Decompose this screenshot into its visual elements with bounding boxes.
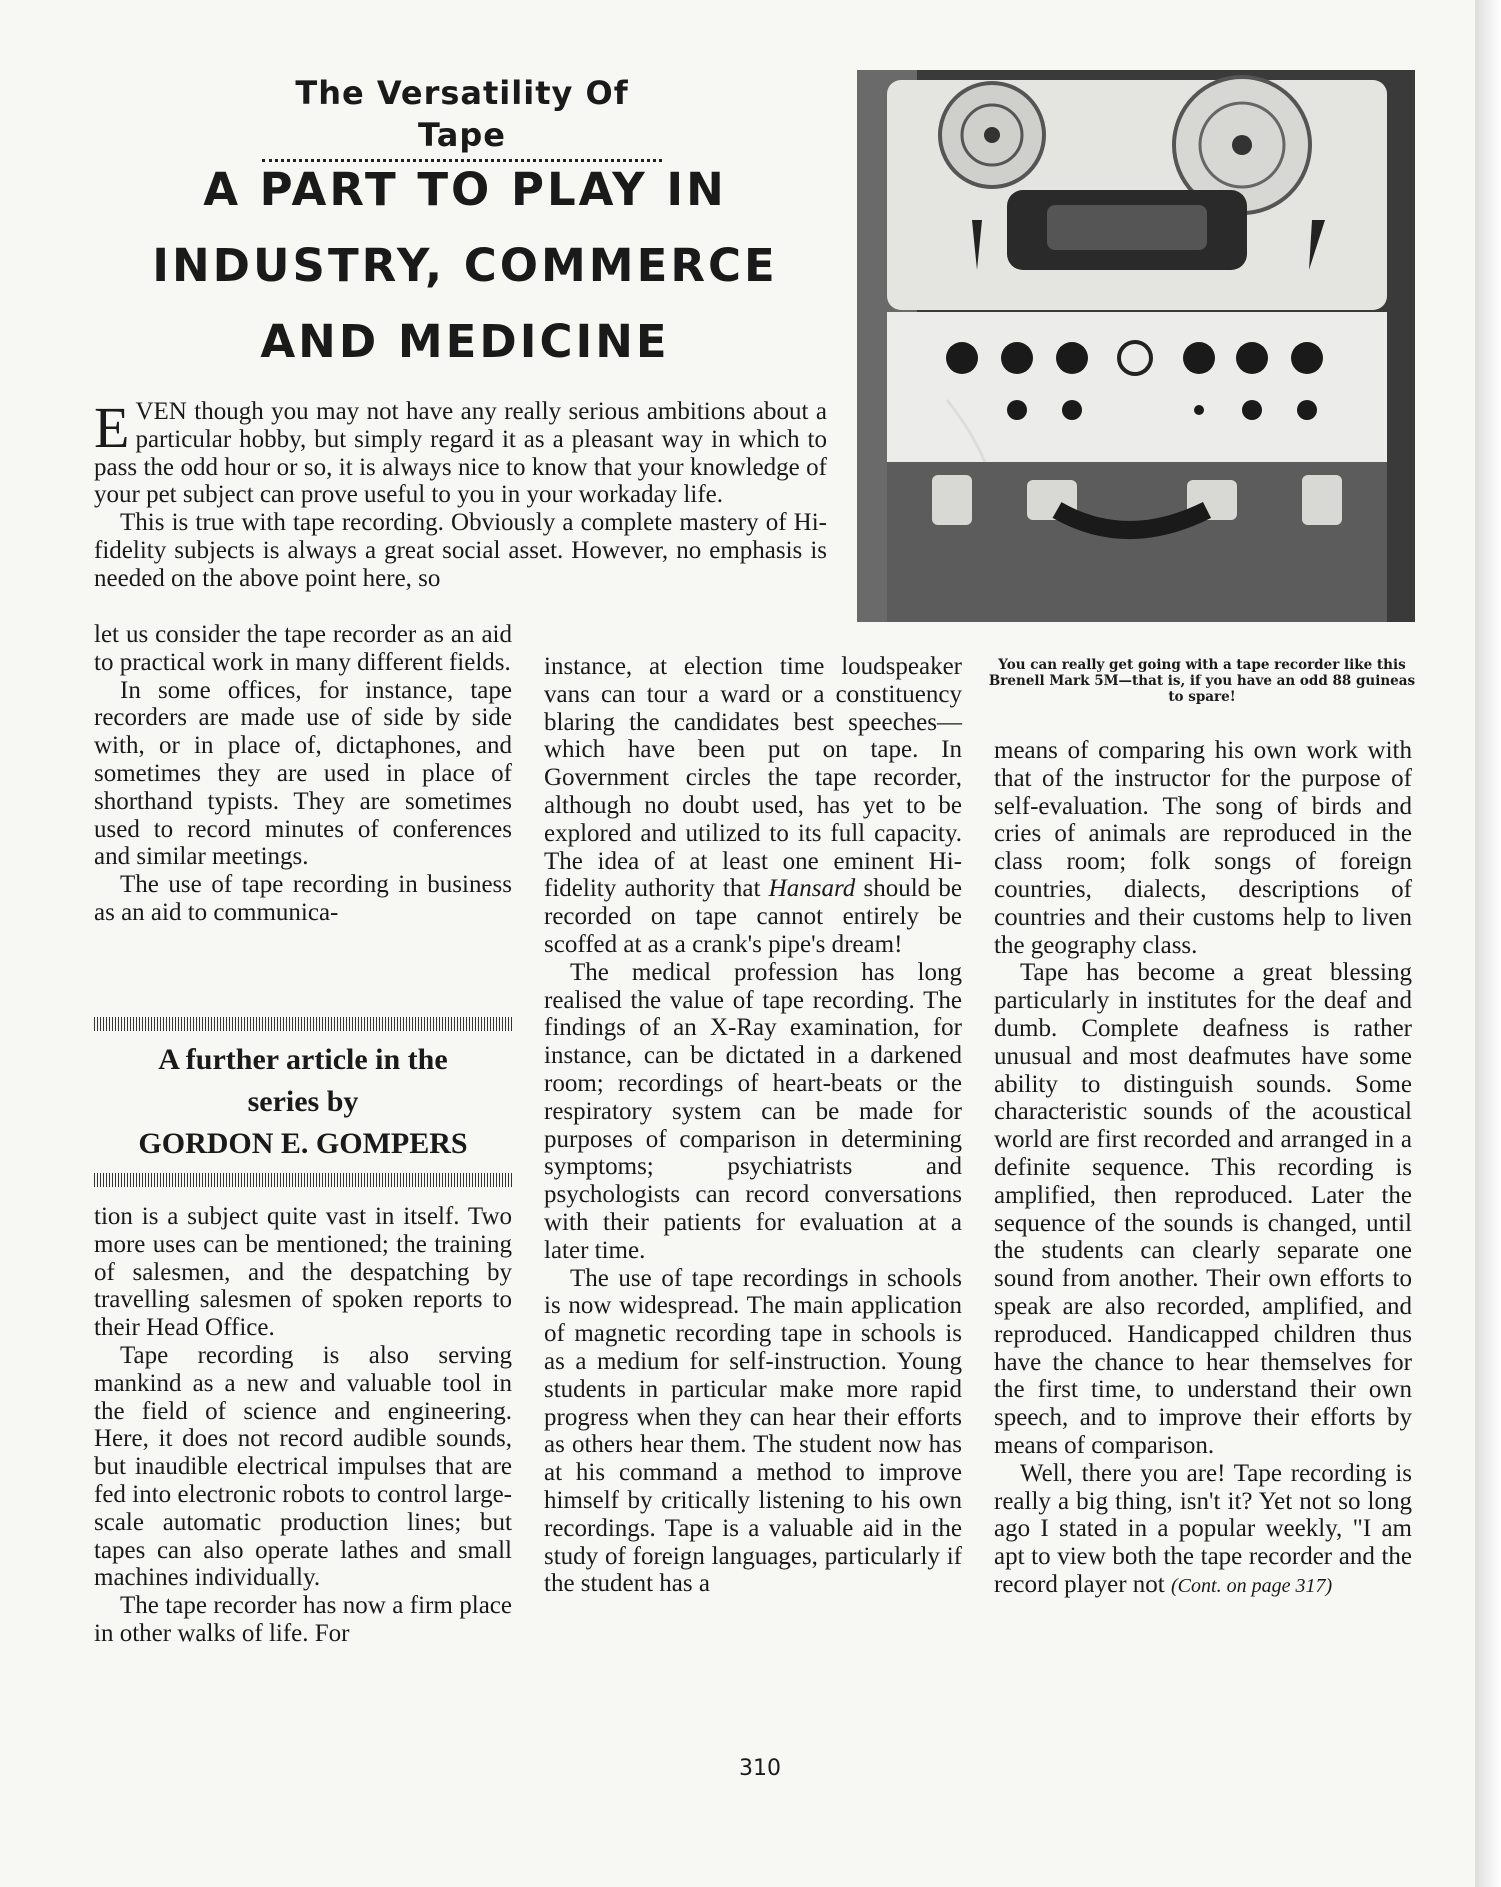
promo-line-2: series by [247,1085,359,1118]
headline-line-3: AND MEDICINE [260,315,670,368]
intro-paragraph-2: This is true with tape recording. Obviously a complete mastery of Hi-fidelity subjects is always a great social asset. However, no emphasis is needed on the above point here, so [94,509,827,592]
deaf-paragraph: Tape has become a great blessing particularly in institutes for the deaf and dumb. Complete deafness is rather unusual and most deafmutes have some ability to distinguish sounds. Some characteristic sounds of the acoustical world are first recorded and arranged in a definite sequence. This recording is amplified, then reproduced. Later the sequence of the sounds is changed, until the students can clearly separate one sound from another. Their own efforts to speak are also recorded, amplified, and reproduced. Handicapped children thus have the chance to hear themselves for the first time, to understand their own speech, and to improve their efforts by means of comparison. [994,959,1412,1459]
closing-paragraph [994,1460,1412,1601]
science-paragraph: Tape recording is also serving mankind as a new and valuable tool in the field of science and engineering. Here, it does not record audible sounds, but inaudible electrical impulses that are fed into electronic robots to control large-scale automatic production lines; but tapes can also operate lathes and small machines individually. [94,1341,512,1592]
headline-line-1: A PART TO PLAY IN [203,163,727,216]
column-2 [544,653,962,1598]
column-1-bottom [94,1203,512,1648]
headline [100,152,830,380]
page-edge [1475,0,1501,1887]
headline-line-2: INDUSTRY, COMMERCE [152,239,778,292]
series-promo-box [94,1017,512,1177]
intro-paragraph-1 [94,395,827,509]
column-3 [994,737,1412,1601]
medical-paragraph: The medical profession has long realised the value of tape recording. The findings of an X-Ray examination, for instance, can be dictated in a darkened room; recordings of heart-beats or the respiratory system can be made for purposes of comparison in determining symptoms; psychiatrists and psychologists can record conversations with their patients for evaluation at a later time. [544,958,962,1264]
promo-line-1: A further article in the [158,1043,448,1076]
series-kicker: The Versatility Of Tape [262,72,662,162]
promo-top-rule [94,1017,512,1031]
offices-paragraph: In some offices, for instance, tape recorders are made use of side by side with, or in place of, dictaphones, and sometimes they are used in place of shorthand typists. They are sometimes used to record minutes of conferences and similar meetings. [94,676,512,871]
hansard-italic: Hansard [768,875,856,903]
intro-paragraphs [94,395,827,593]
closing-text: Well, there you are! Tape recording is really a big thing, isn't it? Yet not so long ago I stated in a popular weekly, "I am apt to view both the tape recorder and the record player not [994,1459,1412,1598]
continued-note: (Cont. on page 317) [1171,1574,1333,1597]
schools-paragraph-continued: means of comparing his own work with that of the instructor for the purpose of self-evaluation. The song of birds and cries of animals are reproduced in the class room; folk songs of foreign countries, dialects, descriptions of countries and their customs help to liven the geography class. [994,737,1412,959]
promo-text [94,1039,512,1165]
business-paragraph-continued: tion is a subject quite vast in itself. Two more uses can be mentioned; the training of salesmen, and the despatching by travelling salesmen of spoken reports to their Head Office. [94,1203,512,1342]
photo-caption: You can really get going with a tape recorder like this Brenell Mark 5M—that is, if you have an odd 88 guineas to spare! [988,657,1416,705]
schools-paragraph: The use of tape recordings in schools is now widespread. The main application of magnetic recording tape in schools is as a medium for self-instruction. Young students in particular make more rapid progress when they can hear their efforts as others hear them. The student now has at his command a method to improve himself by critically listening to his own recordings. Tape is a valuable aid in the study of foreign languages, particularly if the student has a [544,1264,962,1598]
promo-author: GORDON E. GOMPERS [138,1127,468,1160]
tape-recorder-photo [857,70,1415,622]
intro-paragraph-2-continued: let us consider the tape recorder as an aid to practical work in many different fields. [94,621,512,676]
election-paragraph-continued [544,653,962,959]
page-number: 310 [739,1756,781,1781]
column-1-top [94,621,512,927]
promo-bottom-rule [94,1173,512,1187]
election-text-1: instance, at election time loudspeaker vans can tour a ward or a constituency blaring the candidates best speeches—which have been put on tape. In Government circles the tape recorder, although no doubt used, has yet to be explored and utilized to its full capacity. The idea of at least one eminent Hi-fidelity authority that [544,653,962,903]
tape-recorder-illustration [857,70,1415,622]
business-paragraph: The use of tape recording in business as an aid to communica- [94,871,512,926]
election-text-2: should be recorded on tape cannot entirely be scoffed at as a crank's pipe's dream! [544,875,962,958]
intro-paragraph-1-text: VEN though you may not have any really serious ambitions about a particular hobby, but simply regard it as a pleasant way in which to pass the odd hour or so, it is always nice to know that your knowledge of your pet subject can prove useful to you in your workaday life. [94,398,827,509]
drop-cap: E [94,395,130,460]
other-walks-paragraph: The tape recorder has now a firm place in other walks of life. For [94,1592,512,1647]
